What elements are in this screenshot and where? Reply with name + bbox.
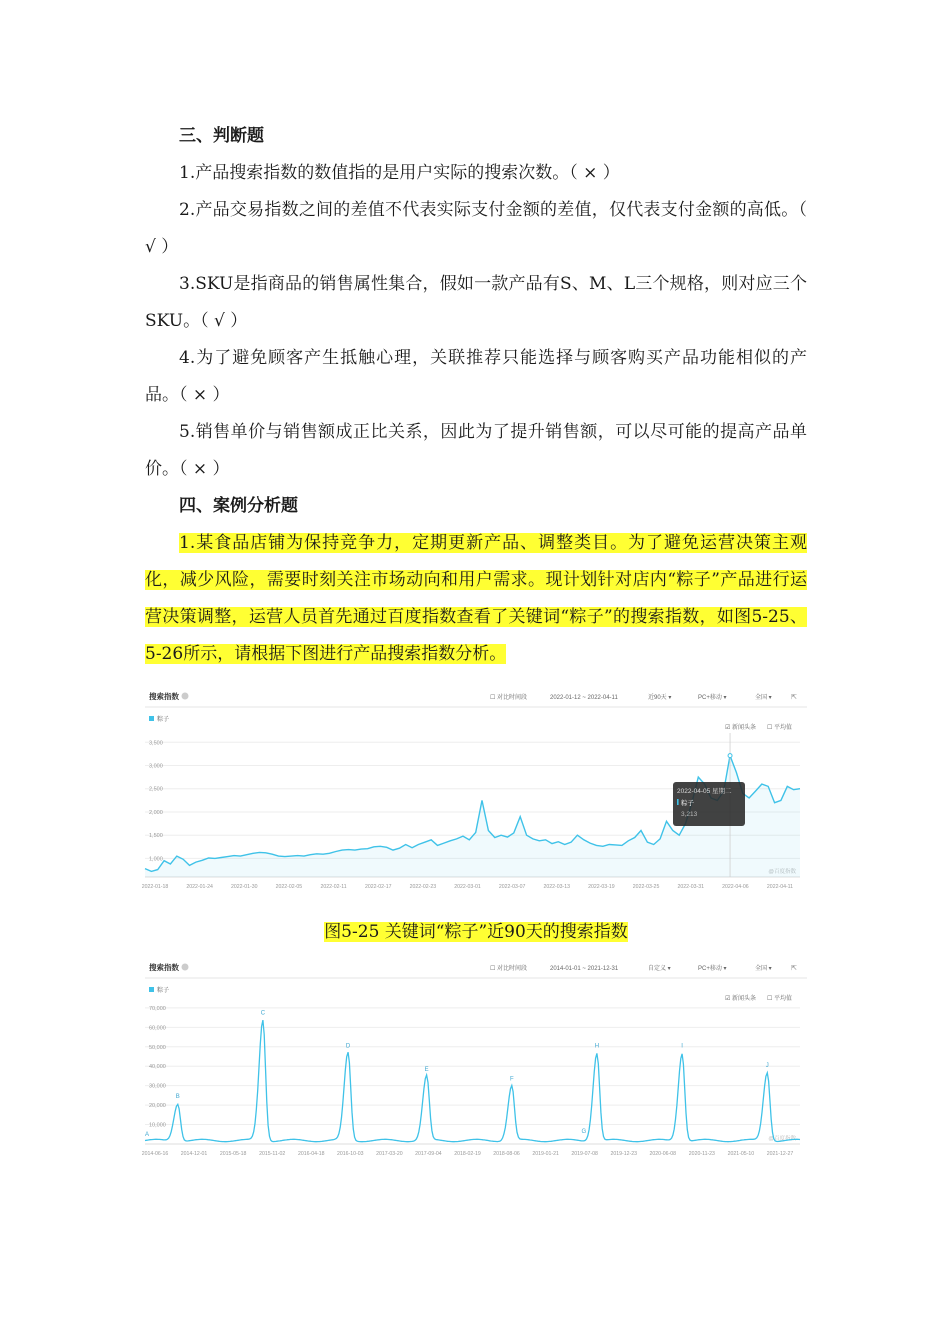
- option-average: ☐ 平均值: [767, 996, 793, 1002]
- hover-point: [728, 754, 732, 758]
- help-icon: [182, 964, 189, 971]
- tooltip-date: 2022-04-05 星期二: [677, 788, 732, 795]
- peak-label-B: B: [175, 1094, 180, 1101]
- x-tick-label: 2022-01-24: [186, 884, 213, 890]
- date-range-picker: 2022-01-12 ~ 2022-04-11: [550, 695, 618, 701]
- x-tick-label: 2022-01-30: [231, 884, 258, 890]
- x-tick-label: 2022-04-11: [766, 884, 794, 890]
- peak-label-G: G: [581, 1129, 587, 1136]
- peak-label-D: D: [345, 1043, 351, 1050]
- x-tick-label: 2019-12-23: [610, 1151, 638, 1157]
- x-tick-label: 2022-02-17: [364, 884, 392, 890]
- help-icon: [182, 693, 189, 700]
- panel-title: 搜索指数: [149, 692, 179, 701]
- case-question: [145, 525, 807, 673]
- compare-toggle: ☐ 对比时间段: [490, 695, 528, 701]
- judge-item-1: 1.产品搜索指数的数值指的是用户实际的搜索次数。（ × ）: [179, 163, 620, 183]
- x-tick-label: 2022-02-23: [409, 884, 437, 890]
- x-tick-label: 2018-08-06: [493, 1151, 520, 1157]
- x-tick-label: 2022-03-25: [632, 884, 660, 890]
- y-tick-label: 2,500: [149, 786, 163, 793]
- peak-label-I: I: [681, 1043, 683, 1050]
- figure-caption-5-25: [145, 914, 807, 950]
- y-tick-label: 50,000: [149, 1044, 166, 1051]
- device-select: PC+移动 ▾: [698, 966, 727, 972]
- x-tick-label: 2022-03-07: [498, 884, 526, 890]
- peak-label-J: J: [765, 1063, 769, 1070]
- peak-label-E: E: [424, 1066, 429, 1073]
- y-tick-label: 10,000: [149, 1122, 166, 1129]
- region-select: 全国 ▾: [755, 695, 772, 701]
- chart1-svg: [141, 685, 807, 900]
- x-tick-label: 2022-03-19: [588, 884, 615, 890]
- x-tick-label: 2017-03-20: [376, 1151, 403, 1157]
- legend-label: 粽子: [157, 988, 170, 994]
- x-tick-label: 2015-05-18: [219, 1151, 247, 1157]
- x-tick-label: 2015-11-02: [259, 1151, 286, 1157]
- x-tick-label: 2021-12-27: [766, 1151, 794, 1157]
- x-tick-label: 2022-01-18: [141, 884, 169, 890]
- x-tick-label: 2022-02-05: [275, 884, 303, 890]
- y-tick-label: 60,000: [149, 1025, 166, 1032]
- y-tick-label: 1,000: [149, 856, 163, 863]
- option-average: ☐ 平均值: [767, 725, 793, 731]
- y-tick-label: 20,000: [149, 1103, 166, 1110]
- judge-item-5: 5.销售单价与销售额成正比关系，因此为了提升销售额，可以尽可能的提高产品单价。（ × ）: [145, 422, 807, 479]
- peak-label-A: A: [144, 1132, 150, 1139]
- x-tick-label: 2022-03-01: [454, 884, 481, 890]
- figure-caption-text: 图5-25 关键词“粽子”近90天的搜索指数: [324, 922, 628, 942]
- panel-title: 搜索指数: [149, 963, 179, 972]
- x-tick-label: 2022-02-11: [320, 884, 347, 890]
- y-tick-label: 1,500: [149, 833, 163, 840]
- watermark: @百度指数: [768, 1136, 796, 1142]
- x-tick-label: 2019-07-08: [571, 1151, 598, 1157]
- device-select: PC+移动 ▾: [698, 695, 727, 701]
- y-tick-label: 40,000: [149, 1064, 166, 1071]
- judge-item-3: 3.SKU是指商品的销售属性集合，假如一款产品有S、M、L三个规格，则对应三个SKU。（ √ ）: [145, 274, 807, 331]
- x-tick-label: 2014-06-16: [141, 1151, 169, 1157]
- x-tick-label: 2020-11-23: [688, 1151, 715, 1157]
- tooltip-series: 粽子: [681, 800, 694, 807]
- period-select: 自定义 ▾: [648, 966, 671, 972]
- export-icon: ⇱: [791, 965, 797, 972]
- x-tick-label: 2018-02-19: [454, 1151, 481, 1157]
- x-tick-label: 2014-12-01: [180, 1151, 208, 1157]
- x-tick-label: 2017-09-04: [415, 1151, 442, 1157]
- y-tick-label: 2,000: [149, 809, 163, 816]
- export-icon: ⇱: [791, 694, 797, 701]
- period-select: 近90天 ▾: [648, 695, 672, 701]
- x-tick-label: 2019-01-21: [532, 1151, 559, 1157]
- x-tick-label: 2016-10-03: [337, 1151, 364, 1157]
- section4-heading: 四、案例分析题: [179, 496, 298, 516]
- judge-item-4: 4.为了避免顾客产生抵触心理，关联推荐只能选择与顾客购买产品功能相似的产品。（ × ）: [145, 348, 807, 405]
- legend-swatch: [149, 716, 154, 721]
- search-index-chart-2014-2021: [141, 956, 807, 1166]
- option-news: ☑ 新闻头条: [725, 996, 757, 1002]
- y-tick-label: 30,000: [149, 1083, 166, 1090]
- peak-label-F: F: [509, 1076, 514, 1083]
- x-tick-label: 2022-03-31: [677, 884, 704, 890]
- y-tick-label: 3,500: [149, 740, 163, 747]
- chart2-svg: [141, 956, 807, 1166]
- x-tick-label: 2022-04-06: [722, 884, 749, 890]
- peak-label-H: H: [594, 1043, 600, 1050]
- case-text: 1.某食品店铺为保持竞争力，定期更新产品、调整类目。为了避免运营决策主观化，减少风险，需要时刻关注市场动向和用户需求。现计划针对店内“粽子”产品进行运营决策调整，运营人员首先通过百度指数查看了关键词“粽子”的搜索指数，如图5-25、5-26所示，请根据下图进行产品搜索指数分析。: [145, 533, 807, 664]
- page-content: [141, 118, 807, 1166]
- section3-heading: 三、判断题: [179, 126, 264, 146]
- date-range-picker: 2014-01-01 ~ 2021-12-31: [550, 966, 619, 972]
- tooltip-value: 3,213: [681, 811, 698, 818]
- peak-label-C: C: [260, 1010, 266, 1017]
- legend-swatch: [149, 987, 154, 992]
- x-tick-label: 2022-03-13: [543, 884, 571, 890]
- region-select: 全国 ▾: [755, 966, 772, 972]
- compare-toggle: ☐ 对比时间段: [490, 966, 528, 972]
- x-tick-label: 2021-05-10: [727, 1151, 755, 1157]
- x-tick-label: 2016-04-18: [297, 1151, 325, 1157]
- series-line-zongzi: [145, 1020, 800, 1142]
- search-index-chart-90d: [141, 685, 807, 900]
- tooltip-marker: [677, 799, 679, 805]
- legend-label: 粽子: [157, 717, 170, 723]
- option-news: ☑ 新闻头条: [725, 725, 757, 731]
- y-tick-label: 70,000: [149, 1005, 166, 1012]
- y-tick-label: 3,000: [149, 763, 163, 770]
- x-tick-label: 2020-06-08: [649, 1151, 677, 1157]
- judge-item-2: 2.产品交易指数之间的差值不代表实际支付金额的差值，仅代表支付金额的高低。（ √ ）: [145, 200, 807, 257]
